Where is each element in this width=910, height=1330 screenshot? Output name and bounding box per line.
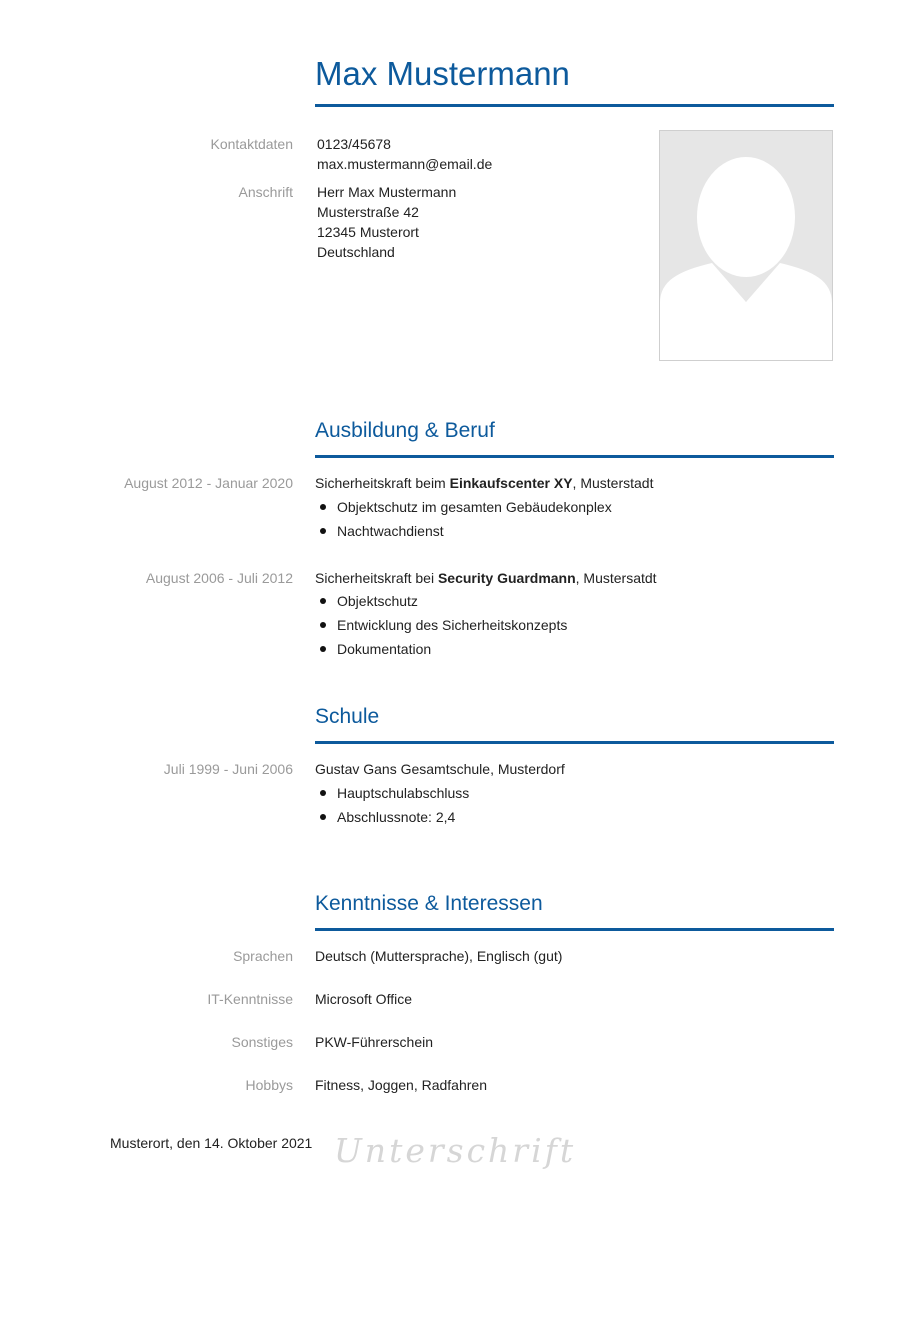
address-line: 12345 Musterort (317, 224, 419, 240)
page-title: Max Mustermann (315, 55, 570, 92)
school-details (315, 781, 469, 829)
address-label: Anschrift (238, 184, 293, 200)
job-role: Sicherheitskraft bei (315, 570, 438, 586)
section-title-skills: Kenntnisse & Interessen (315, 892, 543, 915)
job-period: August 2006 - Juli 2012 (145, 570, 293, 586)
person-placeholder-icon (660, 131, 832, 360)
profile-photo (659, 130, 833, 361)
title-divider (315, 104, 834, 107)
list-item: Nachtwachdienst (315, 519, 612, 543)
phone-number: 0123/45678 (317, 136, 391, 152)
skill-label: Sprachen (233, 948, 293, 964)
job-role: Sicherheitskraft beim (315, 475, 450, 491)
section-title-career: Ausbildung & Beruf (315, 419, 495, 442)
list-item: Entwicklung des Sicherheitskonzepts (315, 613, 567, 637)
signature: Unterschrift (334, 1131, 577, 1170)
address-line: Musterstraße 42 (317, 204, 419, 220)
list-item: Abschlussnote: 2,4 (315, 805, 469, 829)
job-title (315, 568, 657, 588)
list-item: Dokumentation (315, 637, 567, 661)
job-employer: Einkaufscenter XY (449, 475, 573, 491)
job-location: , Musterstadt (572, 475, 654, 491)
skill-value: Microsoft Office (315, 991, 412, 1007)
address-line: Herr Max Mustermann (317, 184, 457, 200)
school-period: Juli 1999 - Juni 2006 (163, 761, 293, 777)
job-period: August 2012 - Januar 2020 (124, 475, 293, 491)
list-item: Objektschutz (315, 589, 567, 613)
job-employer: Security Guardmann (437, 570, 576, 586)
job-duties (315, 589, 567, 661)
skill-label: Sonstiges (231, 1034, 293, 1050)
contact-label: Kontaktdaten (210, 136, 293, 152)
skill-label: Hobbys (245, 1077, 293, 1093)
job-location: , Mustersatdt (575, 570, 657, 586)
email-address: max.mustermann@email.de (317, 156, 493, 172)
address-line: Deutschland (317, 244, 395, 260)
list-item: Hauptschulabschluss (315, 781, 469, 805)
skill-label: IT-Kenntnisse (207, 991, 293, 1007)
skill-value: Deutsch (Muttersprache), Englisch (gut) (315, 948, 563, 964)
section-divider (315, 741, 834, 744)
job-duties (315, 495, 612, 543)
section-divider (315, 928, 834, 931)
job-title (315, 473, 653, 493)
section-title-school: Schule (315, 705, 380, 728)
school-name: Gustav Gans Gesamtschule, Musterdorf (315, 761, 565, 777)
skill-value: PKW-Führerschein (315, 1034, 434, 1050)
place-date: Musterort, den 14. Oktober 2021 (110, 1135, 313, 1151)
skill-value: Fitness, Joggen, Radfahren (315, 1077, 487, 1093)
section-divider (315, 455, 834, 458)
list-item: Objektschutz im gesamten Gebäudekonplex (315, 495, 612, 519)
